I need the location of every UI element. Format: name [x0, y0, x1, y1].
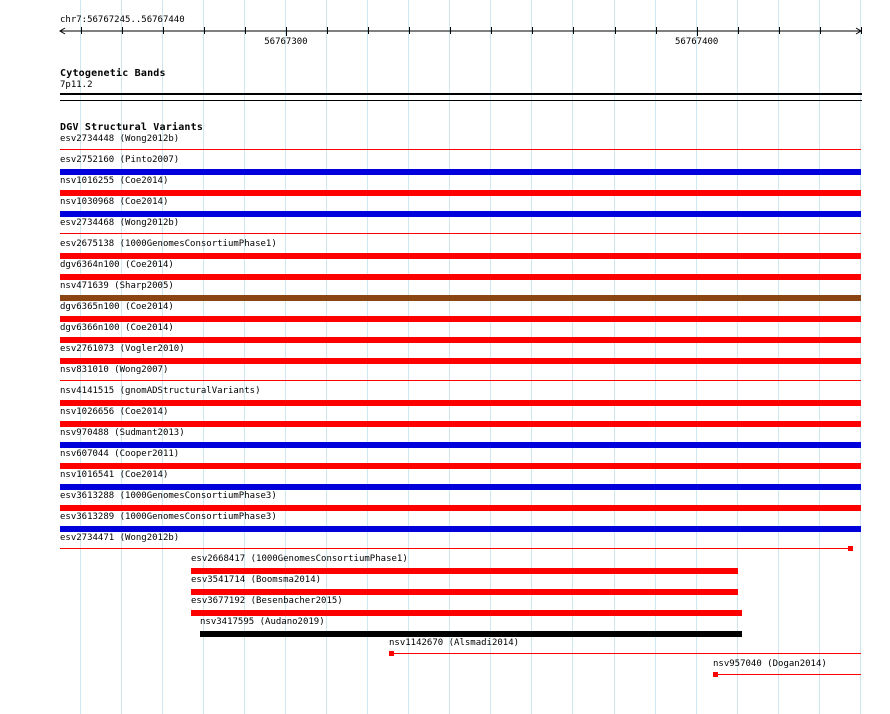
feature-label-dgv6365n100[interactable]: dgv6365n100 (Coe2014)	[60, 302, 174, 312]
feature-bar-dgv6366n100[interactable]	[60, 337, 861, 343]
feature-bar-esv2668417[interactable]	[191, 568, 738, 574]
grid-line	[614, 0, 615, 714]
feature-bar-nsv3417595[interactable]	[200, 631, 742, 637]
feature-bar-nsv4141515[interactable]	[60, 400, 861, 406]
grid-line	[572, 0, 573, 714]
feature-label-esv2734448[interactable]: esv2734448 (Wong2012b)	[60, 134, 180, 144]
feature-label-nsv1016541[interactable]: nsv1016541 (Coe2014)	[60, 470, 169, 480]
feature-label-dgv6364n100[interactable]: dgv6364n100 (Coe2014)	[60, 260, 174, 270]
feature-label-nsv1030968[interactable]: nsv1030968 (Coe2014)	[60, 197, 169, 207]
feature-label-nsv1142670[interactable]: nsv1142670 (Alsmadi2014)	[389, 638, 520, 648]
feature-bar-nsv1016255[interactable]	[60, 190, 861, 196]
track-separator	[60, 100, 862, 101]
cytoband-bar[interactable]	[60, 93, 862, 95]
grid-line	[449, 0, 450, 714]
ruler[interactable]	[0, 0, 890, 60]
feature-bar-nsv831010[interactable]	[60, 380, 861, 381]
feature-bar-esv3613289[interactable]	[60, 526, 861, 532]
grid-line	[367, 0, 368, 714]
grid-line	[162, 0, 163, 714]
feature-label-esv2752160[interactable]: esv2752160 (Pinto2007)	[60, 155, 180, 165]
feature-endpoint-esv2734471[interactable]	[848, 546, 853, 551]
feature-label-nsv957040[interactable]: nsv957040 (Dogan2014)	[713, 659, 827, 669]
feature-label-nsv970488[interactable]: nsv970488 (Sudmant2013)	[60, 428, 185, 438]
grid-line	[778, 0, 779, 714]
feature-label-dgv6366n100[interactable]: dgv6366n100 (Coe2014)	[60, 323, 174, 333]
feature-bar-dgv6365n100[interactable]	[60, 316, 861, 322]
region-label: chr7:56767245..56767440	[60, 15, 185, 25]
grid-line	[80, 0, 81, 714]
feature-bar-nsv471639[interactable]	[60, 295, 861, 301]
cytoband-track-title[interactable]: Cytogenetic Bands	[60, 68, 166, 79]
ruler-tick-label: 56767300	[264, 37, 308, 47]
feature-bar-nsv1026656[interactable]	[60, 421, 861, 427]
feature-label-nsv3417595[interactable]: nsv3417595 (Audano2019)	[200, 617, 325, 627]
feature-label-esv3613288[interactable]: esv3613288 (1000GenomesConsortiumPhase3)	[60, 491, 277, 501]
feature-label-nsv471639[interactable]: nsv471639 (Sharp2005)	[60, 281, 174, 291]
feature-label-esv3541714[interactable]: esv3541714 (Boomsma2014)	[191, 575, 322, 585]
dgv-track-title[interactable]: DGV Structural Variants	[60, 122, 204, 133]
feature-bar-nsv1016541[interactable]	[60, 484, 861, 490]
feature-label-nsv831010[interactable]: nsv831010 (Wong2007)	[60, 365, 169, 375]
feature-bar-esv2675138[interactable]	[60, 253, 861, 259]
cytoband-label[interactable]: 7p11.2	[60, 80, 93, 90]
grid-line	[696, 0, 697, 714]
feature-bar-nsv1142670[interactable]	[389, 653, 861, 654]
feature-bar-esv2734468[interactable]	[60, 233, 861, 234]
feature-label-esv2668417[interactable]: esv2668417 (1000GenomesConsortiumPhase1)	[191, 554, 408, 564]
feature-bar-esv3541714[interactable]	[191, 589, 738, 595]
ruler-tick-label: 56767400	[675, 37, 719, 47]
ruler-ticks	[82, 27, 862, 47]
grid-line	[531, 0, 532, 714]
feature-label-esv2734468[interactable]: esv2734468 (Wong2012b)	[60, 218, 180, 228]
feature-bar-esv2734471[interactable]	[60, 548, 853, 549]
feature-bar-dgv6364n100[interactable]	[60, 274, 861, 280]
feature-bar-esv2752160[interactable]	[60, 169, 861, 175]
feature-bar-nsv1030968[interactable]	[60, 211, 861, 217]
feature-bar-esv3677192[interactable]	[191, 610, 742, 616]
grid-line	[737, 0, 738, 714]
feature-bar-esv3613288[interactable]	[60, 505, 861, 511]
feature-endpoint-nsv1142670[interactable]	[389, 651, 394, 656]
feature-label-nsv1026656[interactable]: nsv1026656 (Coe2014)	[60, 407, 169, 417]
feature-endpoint-nsv957040[interactable]	[713, 672, 718, 677]
grid-line	[860, 0, 861, 714]
feature-label-esv3613289[interactable]: esv3613289 (1000GenomesConsortiumPhase3)	[60, 512, 277, 522]
feature-label-esv2761073[interactable]: esv2761073 (Vogler2010)	[60, 344, 185, 354]
feature-bar-nsv957040[interactable]	[713, 674, 861, 675]
grid-line	[408, 0, 409, 714]
feature-label-nsv4141515[interactable]: nsv4141515 (gnomADStructuralVariants)	[60, 386, 261, 396]
feature-bar-nsv970488[interactable]	[60, 442, 861, 448]
feature-bar-esv2734448[interactable]	[60, 149, 861, 150]
grid-line	[121, 0, 122, 714]
feature-bar-esv2761073[interactable]	[60, 358, 861, 364]
feature-label-esv3677192[interactable]: esv3677192 (Besenbacher2015)	[191, 596, 343, 606]
feature-label-esv2734471[interactable]: esv2734471 (Wong2012b)	[60, 533, 180, 543]
feature-label-nsv607044[interactable]: nsv607044 (Cooper2011)	[60, 449, 180, 459]
feature-label-nsv1016255[interactable]: nsv1016255 (Coe2014)	[60, 176, 169, 186]
grid-line	[655, 0, 656, 714]
feature-label-esv2675138[interactable]: esv2675138 (1000GenomesConsortiumPhase1)	[60, 239, 277, 249]
grid-line	[490, 0, 491, 714]
grid-line	[819, 0, 820, 714]
feature-bar-nsv607044[interactable]	[60, 463, 861, 469]
